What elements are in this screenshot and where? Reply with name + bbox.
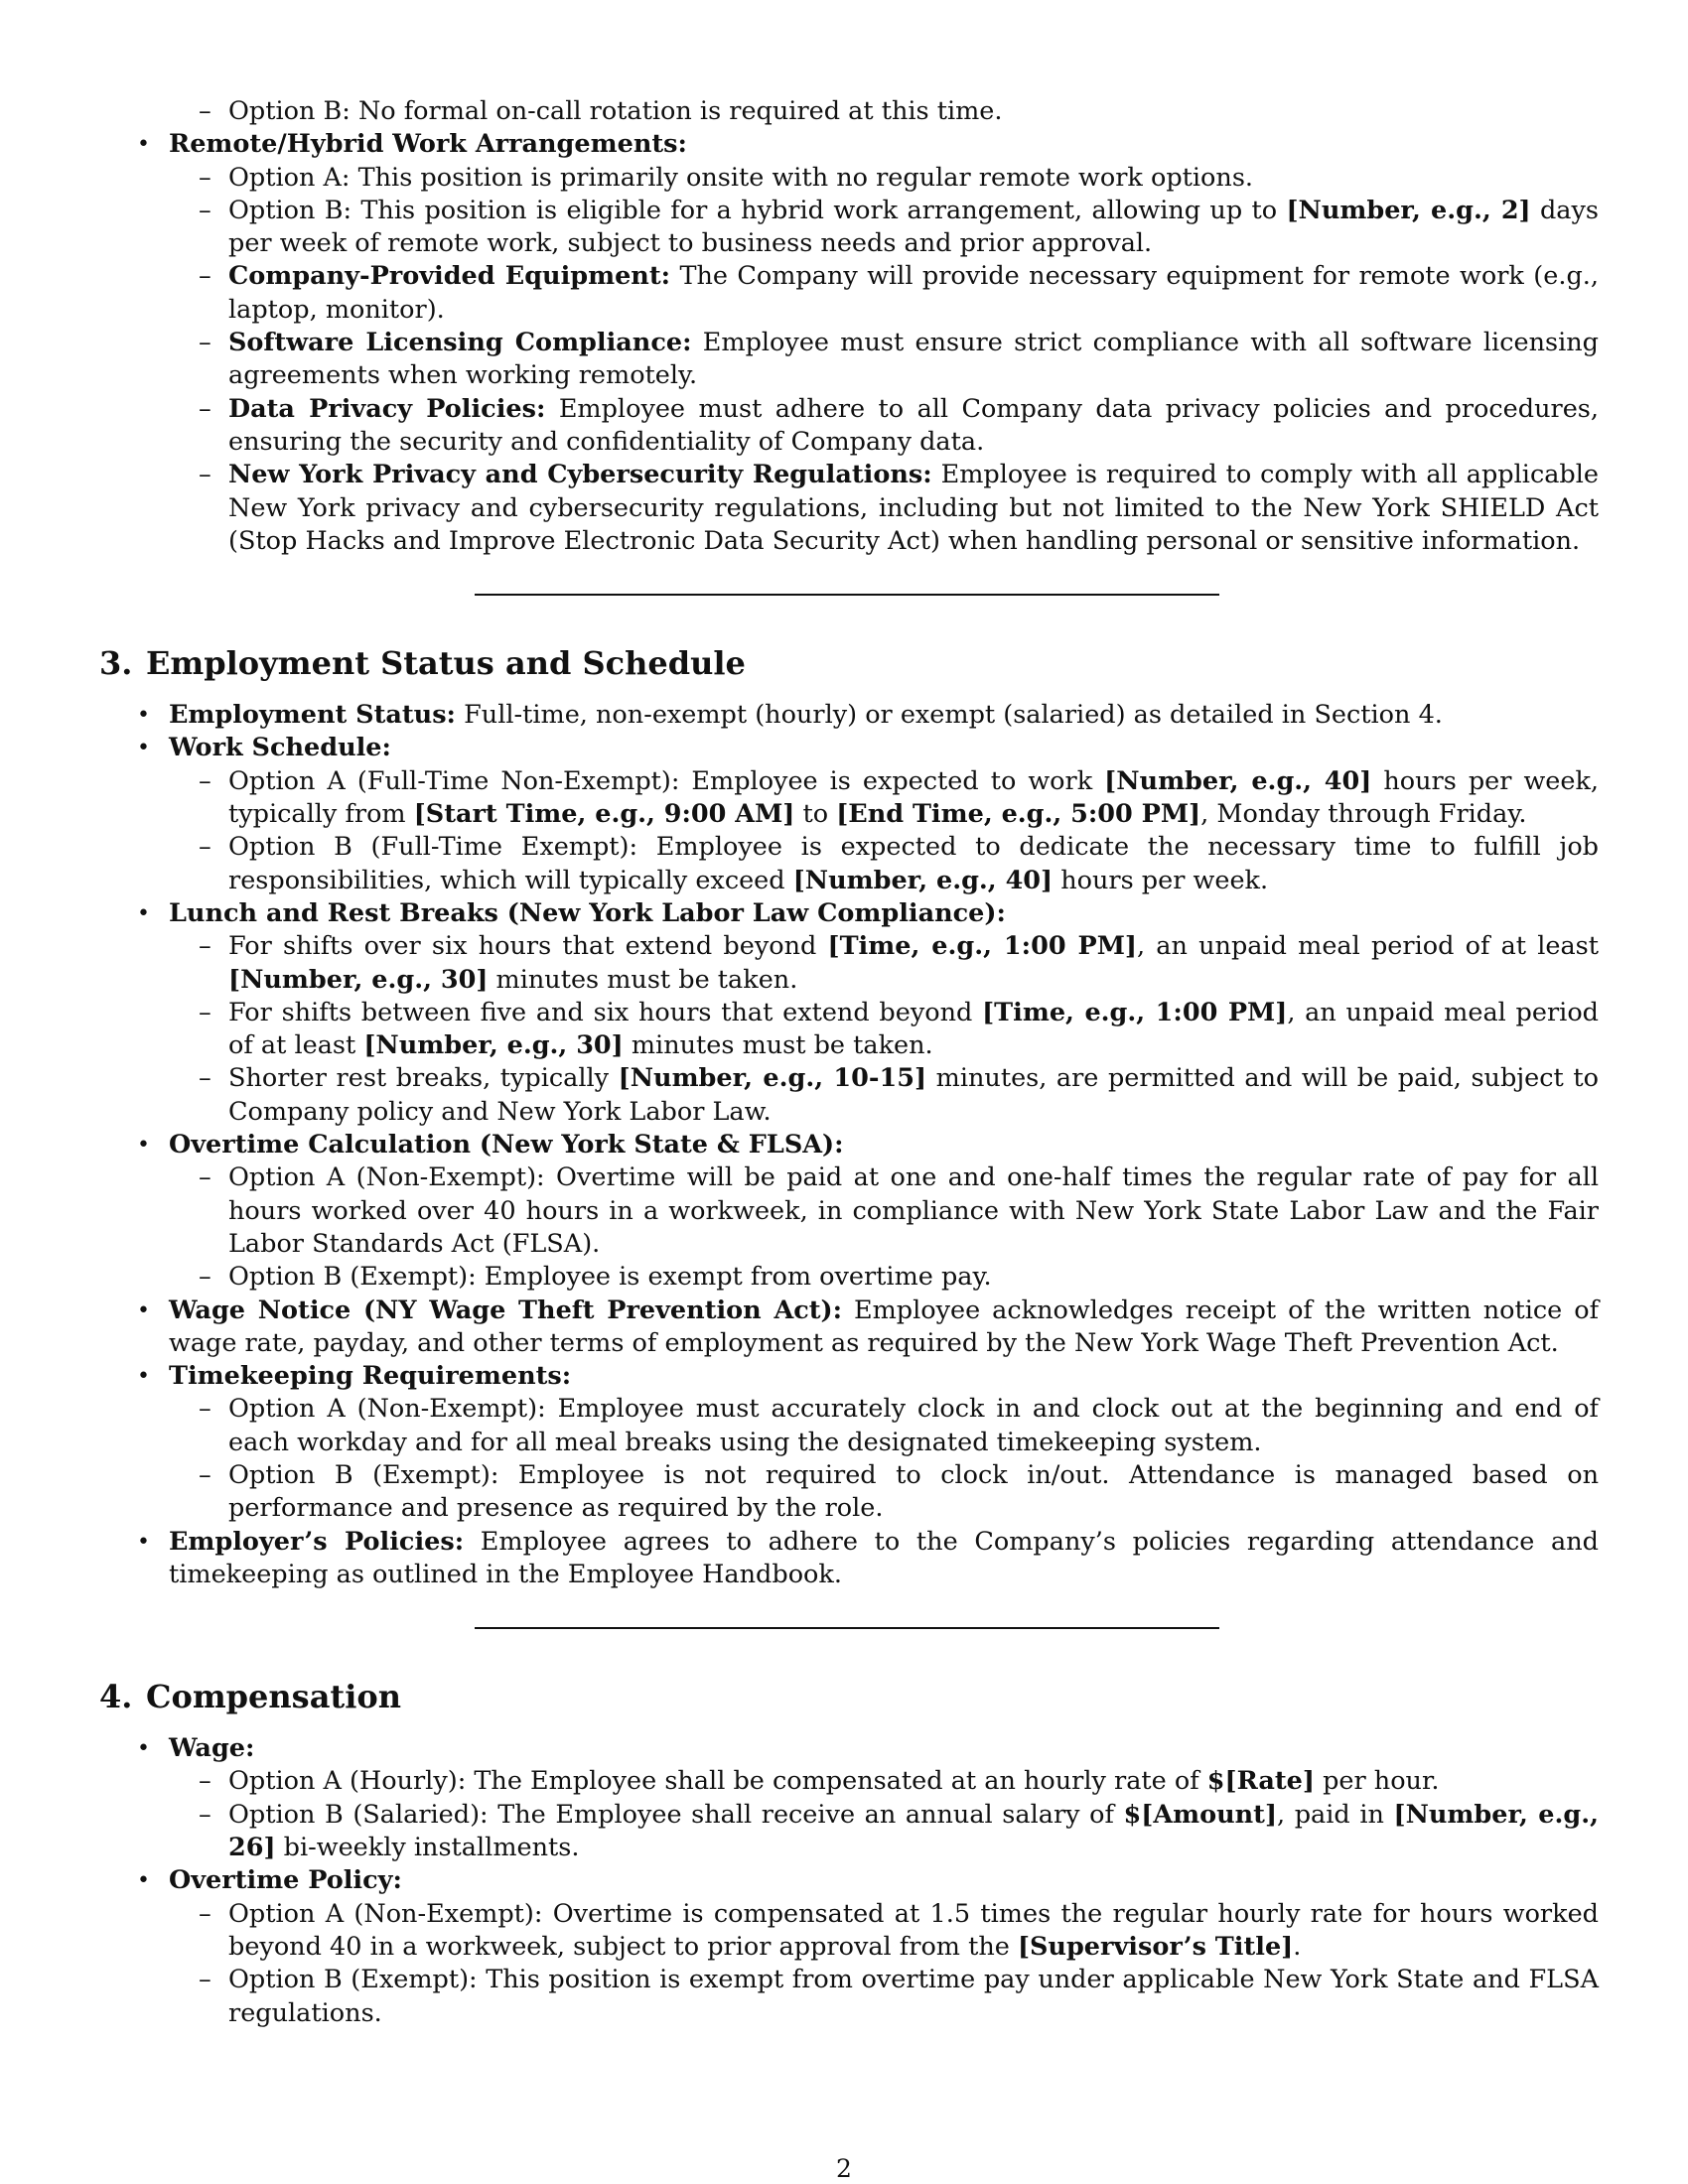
list-item: – Option A (Non-Exempt): Overtime will be paid at one and one-half times the regular rate of pay for all hours worked over 40 hours in a workweek, in compliance with New York State Labor Law and the Fair Labor Standards Act (FLSA). <box>199 1162 1599 1259</box>
dash-marker: – <box>199 1459 211 1490</box>
list-item: • Employment Status: Full-time, non-exempt (hourly) or exempt (salaried) as detailed in Section 4. <box>99 699 1599 732</box>
dash-marker: – <box>199 765 211 796</box>
section-4-list <box>99 1732 1599 2030</box>
dash-marker: – <box>199 1162 211 1193</box>
document-page <box>99 95 1600 2030</box>
list-item: • Lunch and Rest Breaks (New York Labor Law Compliance): <box>99 897 1599 930</box>
section-3-heading: 3. Employment Status and Schedule <box>99 644 746 683</box>
dash-marker: – <box>199 261 211 292</box>
dash-marker: – <box>199 832 211 863</box>
section-2-continued <box>99 95 1599 558</box>
dash-marker: – <box>199 162 211 193</box>
dash-marker: – <box>199 1063 211 1094</box>
section-3-list <box>99 699 1600 1591</box>
dash-marker: – <box>199 460 211 490</box>
bullet-marker: • <box>137 1868 150 1894</box>
list-item: – Option B (Exempt): Employee is exempt from overtime pay. <box>99 1261 1599 1294</box>
bullet-marker: • <box>137 132 150 158</box>
bullet-marker: • <box>137 900 150 926</box>
dash-marker: – <box>199 931 211 962</box>
list-item: – Option A (Non-Exempt): Overtime is compensated at 1.5 times the regular hourly rate for hours worked beyond 40 in a workweek, subject to prior approval from the [Supervisor’s Title]. <box>199 1898 1599 1962</box>
bullet-marker: • <box>137 1133 150 1159</box>
dash-marker: – <box>199 1766 211 1797</box>
list-item: – Data Privacy Policies: Employee must adhere to all Company data privacy policies and procedures, ensuring the security and confidentiality of Company data. <box>199 393 1599 457</box>
list-item: – Option A (Non-Exempt): Employee must accurately clock in and clock out at the beginning and end of each workday and for all meal breaks using the designated timekeeping system. <box>199 1394 1599 1457</box>
dash-marker: – <box>199 1898 211 1929</box>
bullet-marker: • <box>137 1736 150 1762</box>
list-item: – Company-Provided Equipment: The Company will provide necessary equipment for remote work (e.g., laptop, monitor). <box>199 261 1599 325</box>
bullet-marker: • <box>137 703 150 729</box>
dash-marker: – <box>199 393 211 424</box>
list-item: – Option B (Full-Time Exempt): Employee is expected to dedicate the necessary time to fulfill job responsibilities, which will typically exceed [Number, e.g., 40] hours per week. <box>199 832 1599 895</box>
dash-marker: – <box>199 195 211 225</box>
list-item: • Wage Notice (NY Wage Theft Prevention Act): Employee acknowledges receipt of the written notice of wage rate, payday, and other terms of employment as required by the New York Wage Theft Prevention Act. <box>137 1295 1600 1358</box>
list-item: • Overtime Policy: <box>99 1864 1599 1897</box>
list-item: • Timekeeping Requirements: <box>99 1360 1599 1393</box>
list-item: – Option B (Exempt): This position is exempt from overtime pay under applicable New York State and FLSA regulations. <box>199 1965 1599 2028</box>
dash-marker: – <box>199 96 211 126</box>
section-divider <box>475 594 1219 596</box>
list-item: • Overtime Calculation (New York State & FLSA): <box>99 1129 1599 1161</box>
list-item: • Work Schedule: <box>99 732 1599 764</box>
list-item: • Wage: <box>99 1732 1599 1765</box>
dash-marker: – <box>199 1394 211 1425</box>
bullet-marker: • <box>137 736 150 761</box>
dash-marker: – <box>199 1262 211 1293</box>
section-divider <box>475 1627 1219 1629</box>
list-item: – Option B: No formal on-call rotation is required at this time. <box>99 95 1599 128</box>
list-item: – Option B: This position is eligible for a hybrid work arrangement, allowing up to [Number, e.g., 2] days per week of remote work, subject to business needs and prior approval. <box>199 195 1599 259</box>
list-item: • Employer’s Policies: Employee agrees to adhere to the Company’s policies regarding attendance and timekeeping as outlined in the Employee Handbook. <box>137 1526 1599 1589</box>
list-item: – New York Privacy and Cybersecurity Regulations: Employee is required to comply with all applicable New York privacy and cybersecurity regulations, including but not limited to the New York SHIELD Act (Stop Hacks and Improve Electronic Data Security Act) when handling personal or sensitive information. <box>199 460 1599 556</box>
bullet-marker: • <box>137 1297 150 1323</box>
list-item: – Option B (Exempt): Employee is not required to clock in/out. Attendance is managed based on performance and presence as required by the role. <box>199 1459 1599 1524</box>
list-item: – Option B (Salaried): The Employee shall receive an annual salary of $[Amount], paid in [Number, e.g., 26] bi-weekly installments. <box>199 1799 1599 1863</box>
list-item: – Option A (Hourly): The Employee shall be compensated at an hourly rate of $[Rate] per hour. <box>99 1765 1599 1798</box>
list-item: – Shorter rest breaks, typically [Number, e.g., 10-15] minutes, are permitted and will be paid, subject to Company policy and New York Labor Law. <box>199 1063 1599 1127</box>
section-4-heading: 4. Compensation <box>99 1678 401 1716</box>
list-item: • Remote/Hybrid Work Arrangements: <box>99 128 1599 161</box>
list-item: – Option A: This position is primarily onsite with no regular remote work options. <box>99 162 1599 195</box>
dash-marker: – <box>199 1965 211 1995</box>
dash-marker: – <box>199 997 211 1027</box>
bullet-marker: • <box>137 1529 150 1555</box>
dash-marker: – <box>199 328 211 358</box>
list-item: – For shifts between five and six hours that extend beyond [Time, e.g., 1:00 PM], an unpaid meal period of at least [Number, e.g., 30] minutes must be taken. <box>199 997 1599 1061</box>
list-item: – For shifts over six hours that extend beyond [Time, e.g., 1:00 PM], an unpaid meal period of at least [Number, e.g., 30] minutes must be taken. <box>199 931 1599 995</box>
list-item: – Software Licensing Compliance: Employee must ensure strict compliance with all software licensing agreements when working remotely. <box>199 328 1599 391</box>
page-number: 2 <box>836 2154 852 2183</box>
bullet-marker: • <box>137 1364 150 1390</box>
dash-marker: – <box>199 1799 211 1830</box>
list-item: – Option A (Full-Time Non-Exempt): Employee is expected to work [Number, e.g., 40] hours per week, typically from [Start Time, e.g., 9:00 AM] to [End Time, e.g., 5:00 PM], Monday through Friday. <box>199 765 1600 830</box>
